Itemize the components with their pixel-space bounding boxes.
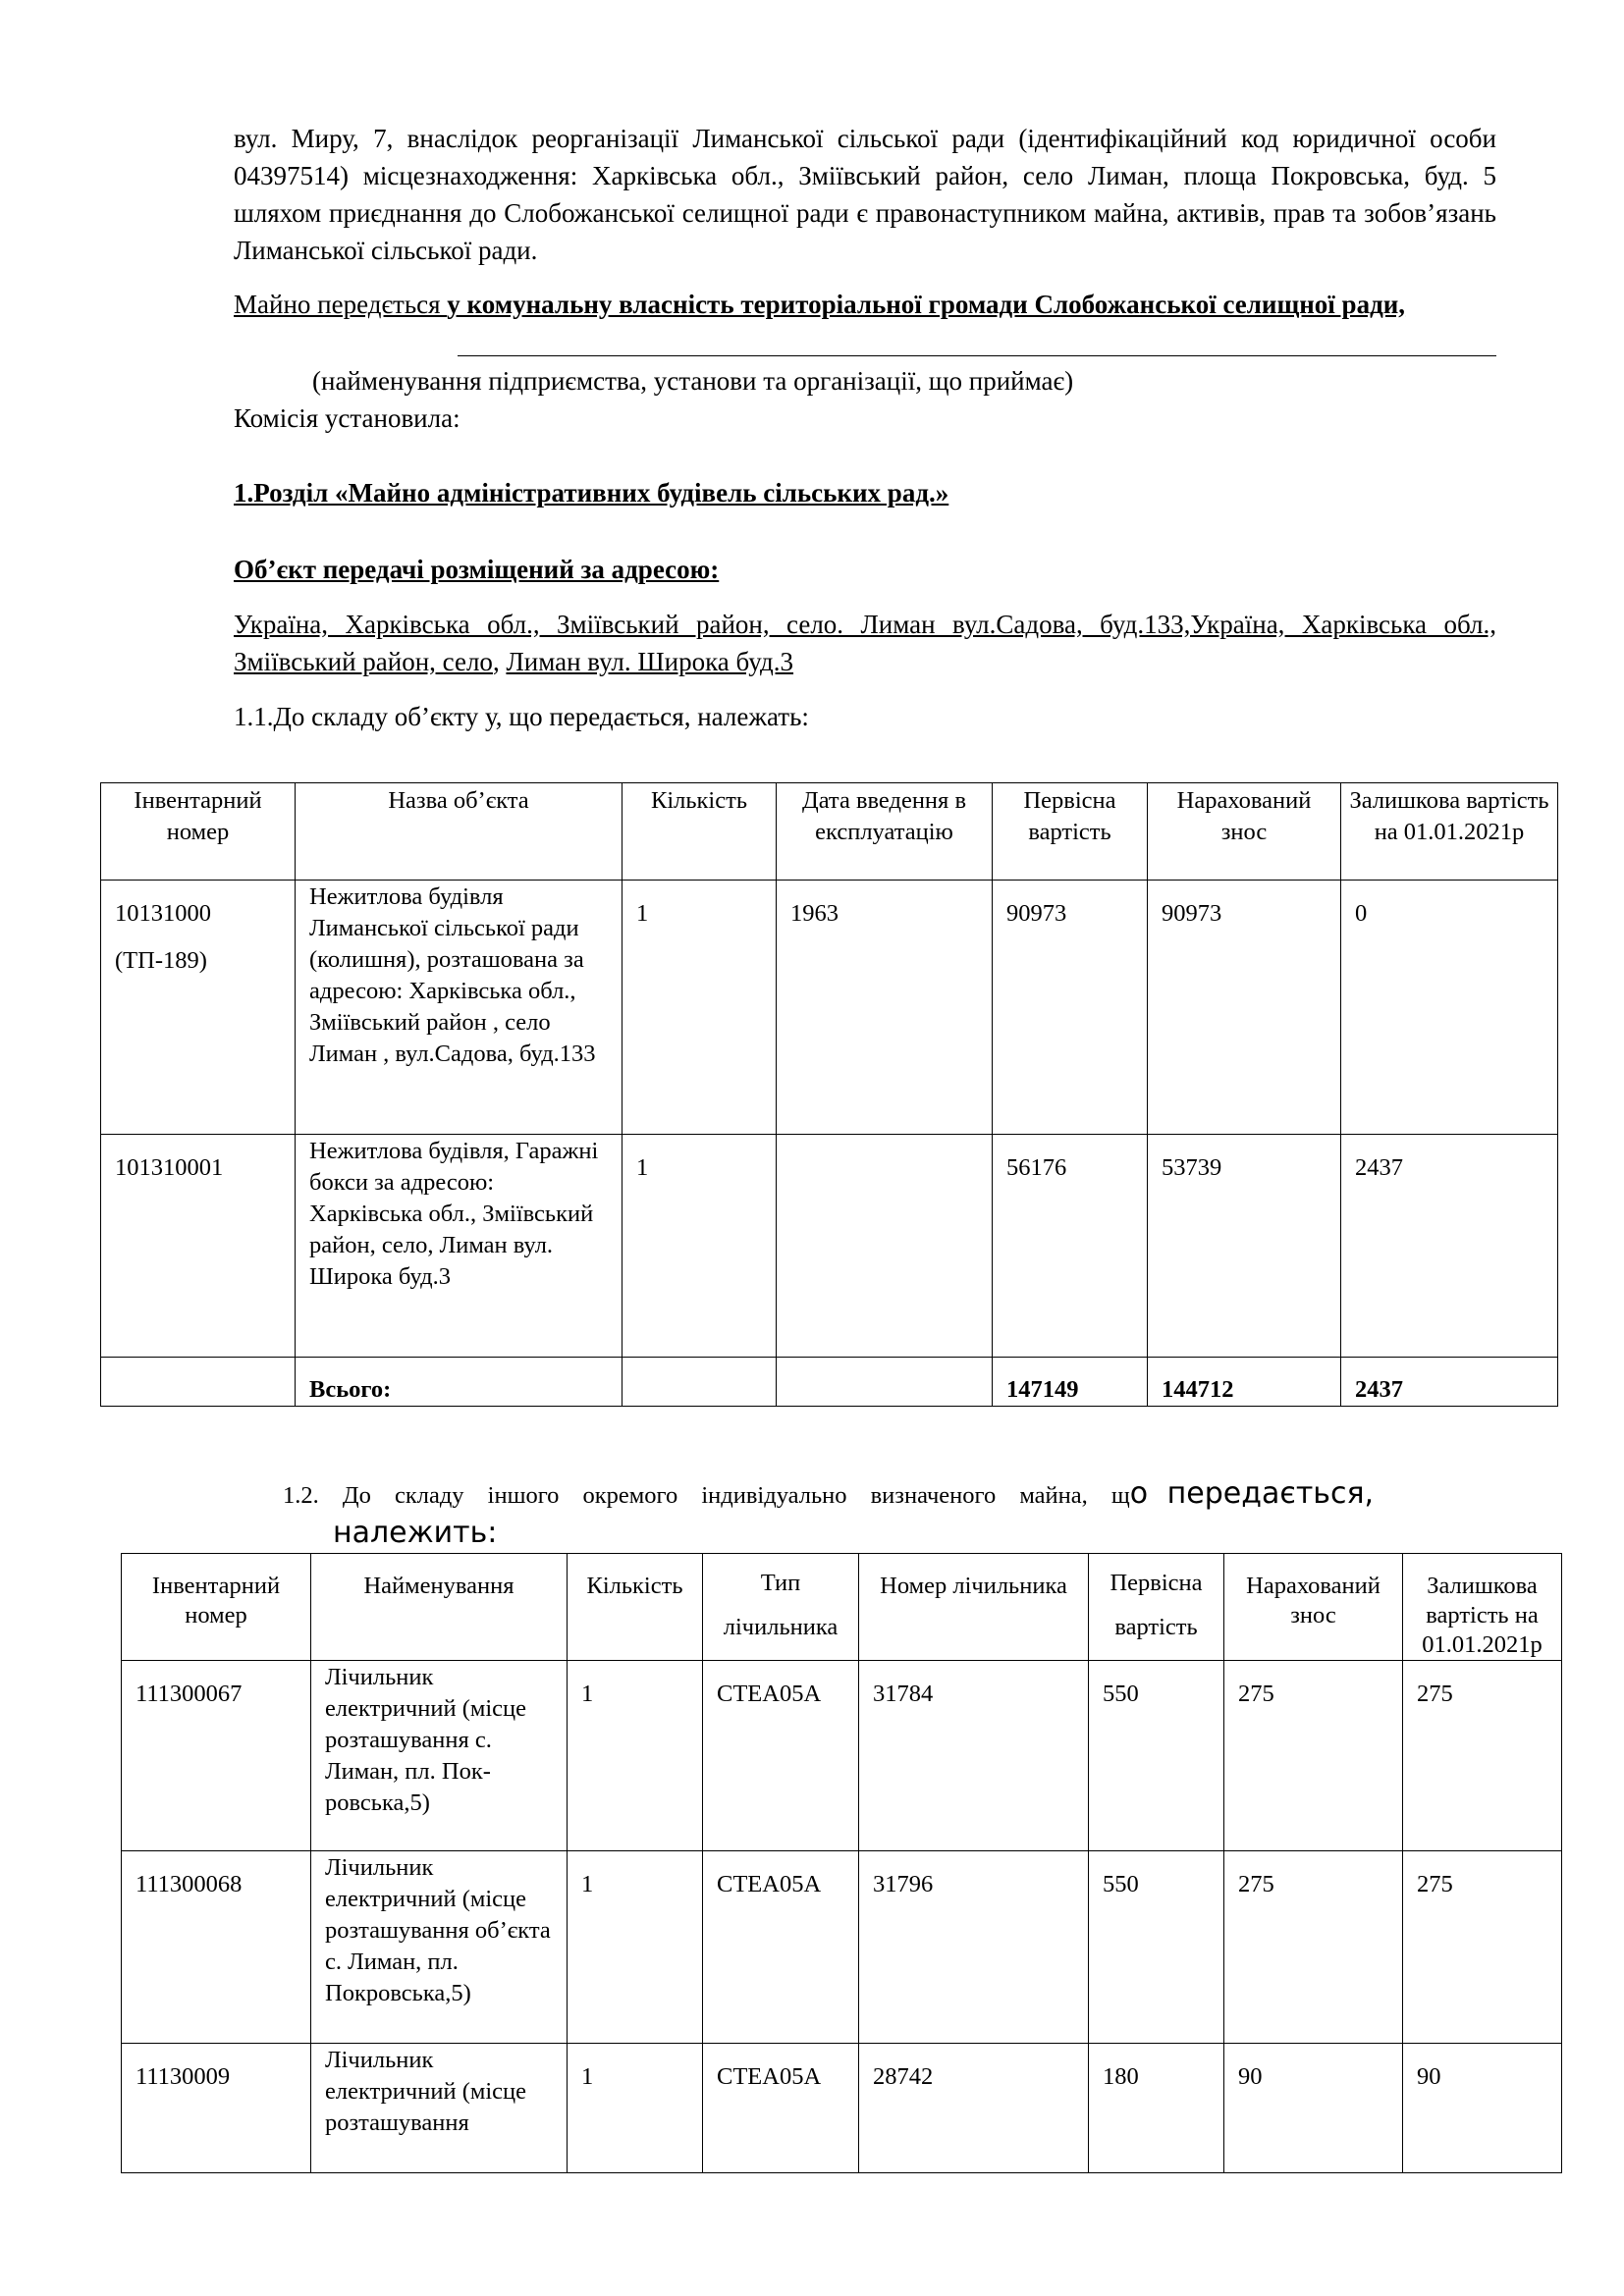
- subsection-1-1: 1.1.До складу об’єкту у, що передається, належать:: [234, 702, 809, 731]
- header-meter-number: Номер лічильника: [859, 1554, 1089, 1661]
- residual-cell: 90: [1403, 2044, 1562, 2173]
- name-cell: Нежитлова будівля, Гаражні бокси за адресою: Харківська обл., Зміївський район, село, Лиман вул. Широка буд.3: [296, 1135, 623, 1358]
- empty-cell: [101, 1358, 296, 1407]
- depreciation-cell: 275: [1224, 1851, 1403, 2044]
- depreciation-cell: 90: [1224, 2044, 1403, 2173]
- header-depreciation: Нарахований знос: [1224, 1554, 1403, 1661]
- quantity-cell: 1: [623, 881, 777, 1135]
- subsection-1-2-line2: належить:: [333, 1516, 498, 1550]
- quantity-cell: 1: [623, 1135, 777, 1358]
- inventory-code: (ТП-189): [115, 947, 207, 974]
- empty-cell: [623, 1358, 777, 1407]
- total-residual: 2437: [1341, 1358, 1558, 1407]
- depreciation-cell: 53739: [1148, 1135, 1341, 1358]
- section-title: 1.Розділ «Майно адміністративних будівель сільських рад.»: [234, 478, 949, 507]
- header-initial-cost: Первісна вартість: [993, 783, 1148, 881]
- header-quantity: Кількість: [568, 1554, 703, 1661]
- table-row: [122, 2044, 1562, 2173]
- inventory-cell: 101310001: [101, 1135, 296, 1358]
- meter-number-cell: 31784: [859, 1661, 1089, 1851]
- meter-type-cell: СТЕА05А: [703, 2044, 859, 2173]
- meter-type-cell: СТЕА05А: [703, 1851, 859, 2044]
- empty-cell: [777, 1358, 993, 1407]
- residual-cell: 2437: [1341, 1135, 1558, 1358]
- inventory-cell: 111300067: [122, 1661, 311, 1851]
- total-initial-cost: 147149: [993, 1358, 1148, 1407]
- total-depreciation: 144712: [1148, 1358, 1341, 1407]
- table-row: [122, 1661, 1562, 1851]
- subsection-1-2-text: 1.2. До складу іншого окремого індивідуально визначеного майна, щ: [283, 1482, 1130, 1509]
- transfer-prefix: Майно передється: [234, 290, 448, 319]
- subsection-1-2: [283, 1475, 1496, 1515]
- header-name: Найменування: [311, 1554, 568, 1661]
- header-inventory: Інвентарний номер: [122, 1554, 311, 1661]
- objects-table: [100, 782, 1558, 1407]
- address-part1: Україна, Харківська обл., Зміївський район, село. Лиман вул.Садова, буд.133,Україна, Харківська обл., Зміївський район, село: [234, 610, 1496, 676]
- commission-text: Комісія установила:: [234, 403, 460, 433]
- meter-type-cell: СТЕА05А: [703, 1661, 859, 1851]
- inventory-cell: [101, 881, 296, 1135]
- residual-cell: 275: [1403, 1661, 1562, 1851]
- initial-cost-cell: 550: [1089, 1661, 1224, 1851]
- initial-cost-cell: 56176: [993, 1135, 1148, 1358]
- recipient-name: у комунальну власність територіальної громади Слобожанської селищної ради,: [447, 290, 1406, 319]
- intro-paragraph: вул. Миру, 7, внаслідок реорганізації Лиманської сільської ради (ідентифікаційний код юридичної особи 04397514) місцезнаходження: Харківська обл., Зміївський район, село Лиман, площа Покровська, буд. 5 шляхом приєднання до Слобожанської селищної ради є правонаступником майна, активів, прав та зобов’язань Лиманської сільської ради.: [234, 124, 1496, 265]
- date-cell: [777, 1135, 993, 1358]
- table-row: [101, 1135, 1558, 1358]
- name-cell: Лічильник електричний (місце розташування: [311, 2044, 568, 2173]
- header-meter-type: Тип лічильника: [703, 1554, 859, 1661]
- header-residual: Залишкова вартість на 01.01.2021р: [1341, 783, 1558, 881]
- quantity-cell: 1: [568, 1661, 703, 1851]
- depreciation-cell: 90973: [1148, 881, 1341, 1135]
- inventory-number: 10131000: [115, 900, 211, 927]
- address-part2: Лиман вул. Широка буд.3: [506, 647, 794, 676]
- totals-row: [101, 1358, 1558, 1407]
- name-cell: Лічильник електричний (місце розташування об’єкта с. Лиман, пл. Покровська,5): [311, 1851, 568, 2044]
- recipient-caption: (найменування підприємства, установи та організації, що приймає): [312, 366, 1074, 396]
- subsection-1-2-text-end: о передається,: [1129, 1476, 1375, 1511]
- table-row: [101, 881, 1558, 1135]
- meter-number-cell: 28742: [859, 2044, 1089, 2173]
- table-row: [122, 1851, 1562, 2044]
- table-header-row: [101, 783, 1558, 881]
- address-heading: Об’єкт передачі розміщений за адресою:: [234, 555, 720, 584]
- totals-label: Всього:: [296, 1358, 623, 1407]
- header-name: Назва об’єкта: [296, 783, 623, 881]
- header-depreciation: Нарахований знос: [1148, 783, 1341, 881]
- address-sep: ,: [492, 647, 507, 676]
- quantity-cell: 1: [568, 2044, 703, 2173]
- initial-cost-cell: 90973: [993, 881, 1148, 1135]
- quantity-cell: 1: [568, 1851, 703, 2044]
- table-header-row: [122, 1554, 1562, 1661]
- inventory-cell: 11130009: [122, 2044, 311, 2173]
- name-cell: Нежитлова будівля Лиманської сільської ради (колишня), розташована за адресою: Харківська обл., Зміївський район , село Лиман , вул.Садова, буд.133: [296, 881, 623, 1135]
- meters-table: [121, 1553, 1562, 2173]
- header-date: Дата введення в експлуатацію: [777, 783, 993, 881]
- header-inventory: Інвентарний номер: [101, 783, 296, 881]
- fill-line: [458, 355, 1496, 356]
- transfer-recipient: [234, 286, 1496, 323]
- residual-cell: 275: [1403, 1851, 1562, 2044]
- header-initial-cost: Первісна вартість: [1089, 1554, 1224, 1661]
- name-cell: Лічильник електричний (місце розташування с. Лиман, пл. Пок-ровська,5): [311, 1661, 568, 1851]
- initial-cost-cell: 180: [1089, 2044, 1224, 2173]
- inventory-cell: 111300068: [122, 1851, 311, 2044]
- header-residual: Залишкова вартість на 01.01.2021р: [1403, 1554, 1562, 1661]
- residual-cell: 0: [1341, 881, 1558, 1135]
- date-cell: 1963: [777, 881, 993, 1135]
- meter-number-cell: 31796: [859, 1851, 1089, 2044]
- depreciation-cell: 275: [1224, 1661, 1403, 1851]
- header-quantity: Кількість: [623, 783, 777, 881]
- address-text: [234, 606, 1496, 680]
- initial-cost-cell: 550: [1089, 1851, 1224, 2044]
